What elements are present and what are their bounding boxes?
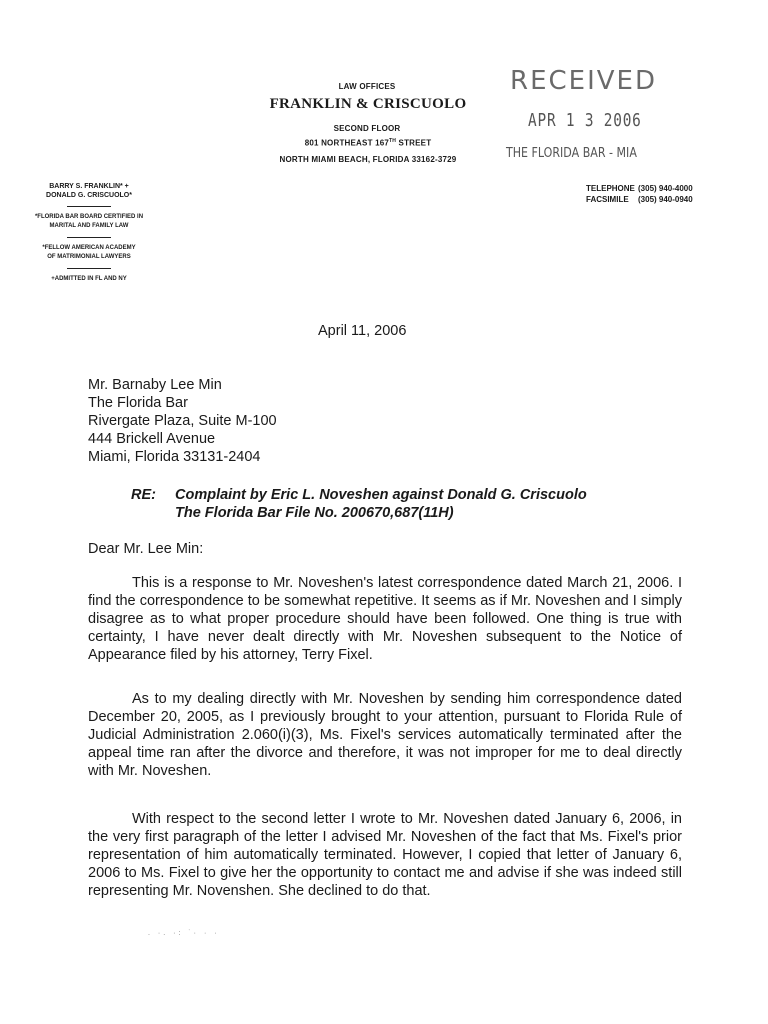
re-subject-line-1: Complaint by Eric L. Noveshen against Donald G. Criscuolo: [175, 487, 587, 503]
attorney-criscuolo: DONALD G. CRISCUOLO*: [46, 192, 132, 199]
recipient-line: Rivergate Plaza, Suite M-100: [88, 413, 277, 429]
body-paragraph: [88, 810, 682, 900]
recipient-line: The Florida Bar: [88, 395, 188, 411]
contact-block: [586, 183, 693, 205]
telephone-line: [586, 183, 693, 194]
sidebar-divider: [67, 206, 111, 207]
recipient-line: Miami, Florida 33131-2404: [88, 449, 261, 465]
street-suffix: STREET: [396, 138, 432, 148]
fax-number: (305) 940-0940: [638, 195, 693, 204]
paragraph-text: With respect to the second letter I wrote to Mr. Noveshen dated January 6, 2006, in the very first paragraph of the letter I advised Mr. Noveshen of the fact that Ms. Fixel's prior representation of him automatically terminated. However, I copied that letter of January 6, 2006 to Ms. Fixel to give her the opportunity to contact me and advise if she was indeed still representing Mr. Novenshen. She declined to do that.: [88, 811, 682, 899]
academy-note-1: *FELLOW AMERICAN ACADEMY: [42, 245, 136, 251]
re-label: RE:: [131, 487, 156, 503]
attorney-franklin: BARRY S. FRANKLIN* +: [49, 183, 129, 190]
recipient-block: [88, 376, 277, 466]
re-subject-line-2: The Florida Bar File No. 200670,687(11H): [175, 505, 454, 521]
received-office-stamp: THE FLORIDA BAR - MIA: [506, 146, 637, 161]
floor-label: SECOND FLOOR: [333, 124, 401, 133]
admitted-note: +ADMITTED IN FL AND NY: [51, 276, 127, 282]
telephone-number: (305) 940-4000: [638, 184, 693, 193]
recipient-line: 444 Brickell Avenue: [88, 431, 216, 447]
paragraph-text: As to my dealing directly with Mr. Noveshen by sending him correspondence dated December 20, 2005, as I previously brought to your attention, pursuant to Florida Rule of Judicial Administration 2.060(i)(3), Ms. Fixel's services automatically terminated after the appeal time ran after the divorce and therefore, it was not improper for me to deal directly with Mr. Noveshen.: [88, 691, 682, 779]
sidebar-divider: [67, 237, 111, 238]
academy-note-2: OF MATRIMONIAL LAWYERS: [47, 254, 131, 260]
fax-line: [586, 194, 693, 205]
street-sup: TH: [389, 138, 397, 144]
salutation: Dear Mr. Lee Min:: [88, 541, 204, 557]
paragraph-text: This is a response to Mr. Noveshen's latest correspondence dated March 21, 2006. I find the correspondence to be somewhat repetitive. It seems as if Mr. Noveshen and I simply disagree as to what proper procedure should have been followed. One thing is true with certainty, I have never dealt directly with Mr. Noveshen subsequent to the Notice of Appearance filed by his attorney, Terry Fixel.: [88, 575, 682, 663]
telephone-label: TELEPHONE: [586, 184, 635, 193]
street-prefix: 801 NORTHEAST 167: [304, 138, 390, 148]
scan-artifact: . ·. ·: ˙· · ·: [148, 930, 220, 937]
body-paragraph: [88, 690, 682, 780]
recipient-line: Mr. Barnaby Lee Min: [88, 377, 222, 393]
sidebar-divider: [67, 268, 111, 269]
street-address: [268, 138, 468, 148]
body-paragraph: [88, 574, 682, 664]
board-certified-note-1: *FLORIDA BAR BOARD CERTIFIED IN: [34, 214, 144, 220]
firm-name: FRANKLIN & CRISCUOLO: [269, 96, 467, 112]
letter-date: April 11, 2006: [318, 323, 407, 339]
board-certified-note-2: MARITAL AND FAMILY LAW: [49, 223, 129, 229]
fax-label: FACSIMILE: [586, 195, 629, 204]
attorney-sidebar: [0, 182, 178, 284]
law-offices-label: LAW OFFICES: [338, 82, 396, 91]
city-address: NORTH MIAMI BEACH, FLORIDA 33162-3729: [279, 155, 457, 164]
received-date-stamp: APR 1 3 2006: [528, 110, 642, 131]
received-stamp: RECEIVED: [510, 66, 657, 96]
